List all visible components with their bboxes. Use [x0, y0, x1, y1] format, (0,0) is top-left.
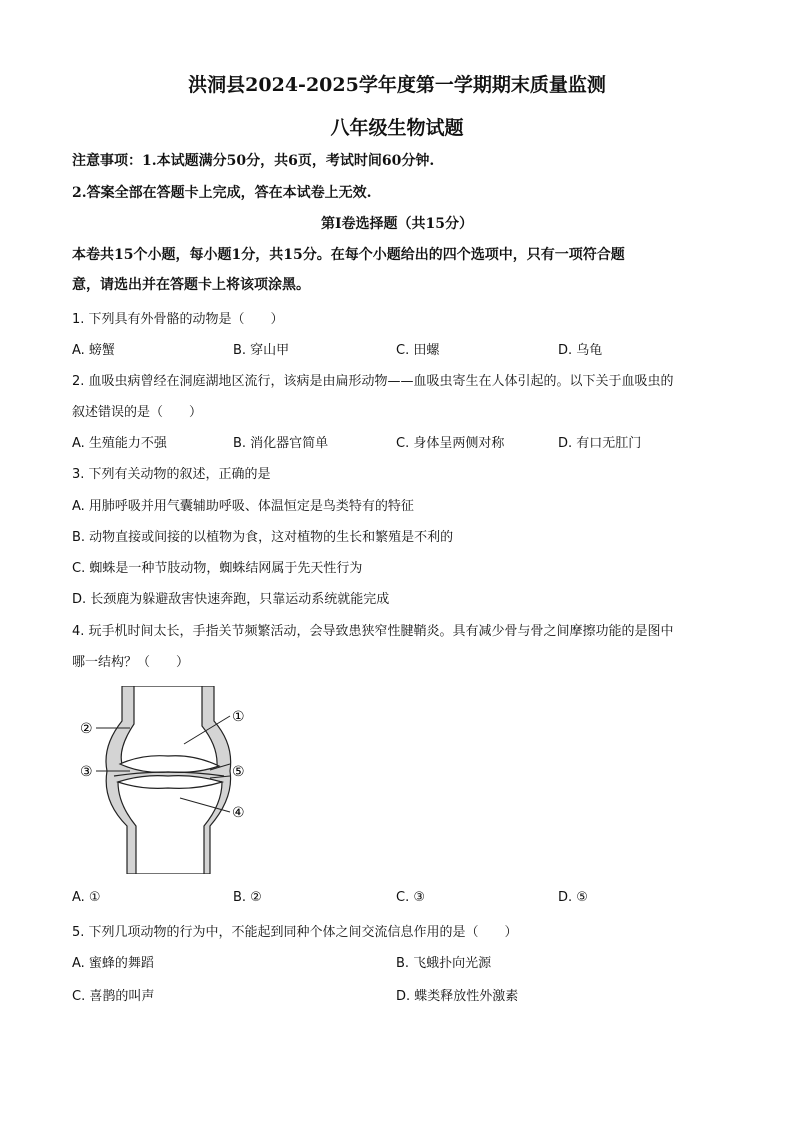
q2-option-c: C. 身体呈两侧对称	[396, 436, 505, 451]
q2-option-a: A. 生殖能力不强	[72, 436, 167, 451]
q3-option-d: D. 长颈鹿为躲避敌害快速奔跑，只靠运动系统就能完成	[72, 592, 390, 607]
q2-stem-line-1: 2. 血吸虫病曾经在洞庭湖地区流行，该病是由扁形动物——血吸虫寄生在人体引起的。以下关于血吸虫的	[72, 374, 674, 389]
q4-option-a: A. ①	[72, 890, 101, 905]
q4-option-c: C. ③	[396, 890, 425, 905]
q3-option-c: C. 蜘蛛是一种节肢动物，蜘蛛结网属于先天性行为	[72, 561, 363, 576]
label-2: ②	[80, 721, 93, 737]
q1-stem: 1. 下列具有外骨骼的动物是（ ）	[72, 312, 284, 327]
section-instructions-line-2: 意，请选出并在答题卡上将该项涂黑。	[72, 277, 310, 293]
q1-option-c: C. 田螺	[396, 343, 440, 358]
exam-subtitle: 八年级生物试题	[330, 117, 464, 139]
q5-stem: 5. 下列几项动物的行为中，不能起到同种个体之间交流信息作用的是（ ）	[72, 925, 518, 940]
q2-option-b: B. 消化器官简单	[233, 436, 329, 451]
q3-option-a: A. 用肺呼吸并用气囊辅助呼吸、体温恒定是鸟类特有的特征	[72, 499, 414, 514]
q3-option-b: B. 动物直接或间接的以植物为食，这对植物的生长和繁殖是不利的	[72, 530, 454, 545]
q4-stem-line-1: 4. 玩手机时间太长，手指关节频繁活动，会导致患狭窄性腱鞘炎。具有减少骨与骨之间摩擦功能的是图中	[72, 624, 674, 639]
label-3: ③	[80, 764, 93, 780]
q1-option-b: B. 穿山甲	[233, 343, 290, 358]
q1-option-d: D. 乌龟	[558, 343, 603, 358]
exam-title: 洪洞县2024-2025学年度第一学期期末质量监测	[188, 74, 606, 96]
notice-line-2: 2.答案全部在答题卡上完成，答在本试卷上无效.	[72, 185, 372, 201]
q4-stem-line-2: 哪一结构？（ ）	[72, 655, 190, 670]
joint-diagram	[72, 686, 272, 874]
q5-option-a: A. 蜜蜂的舞蹈	[72, 956, 154, 971]
label-4: ④	[232, 805, 245, 821]
q5-option-b: B. 飞蛾扑向光源	[396, 956, 492, 971]
q4-option-b: B. ②	[233, 890, 262, 905]
q2-stem-line-2: 叙述错误的是（ ）	[72, 405, 203, 420]
q1-option-a: A. 螃蟹	[72, 343, 115, 358]
q5-option-d: D. 蝶类释放性外激素	[396, 989, 519, 1004]
q4-option-d: D. ⑤	[558, 890, 588, 905]
q2-option-d: D. 有口无肛门	[558, 436, 642, 451]
notice-line-1: 注意事项：1.本试题满分50分，共6页，考试时间60分钟.	[72, 153, 435, 169]
label-1: ①	[232, 709, 245, 725]
q5-option-c: C. 喜鹊的叫声	[72, 989, 155, 1004]
q3-stem: 3. 下列有关动物的叙述，正确的是	[72, 467, 271, 482]
label-5: ⑤	[232, 764, 245, 780]
section-instructions-line-1: 本卷共15个小题，每小题1分，共15分。在每个小题给出的四个选项中，只有一项符合题	[72, 247, 625, 263]
section-heading: 第Ⅰ卷选择题（共15分）	[320, 216, 474, 232]
